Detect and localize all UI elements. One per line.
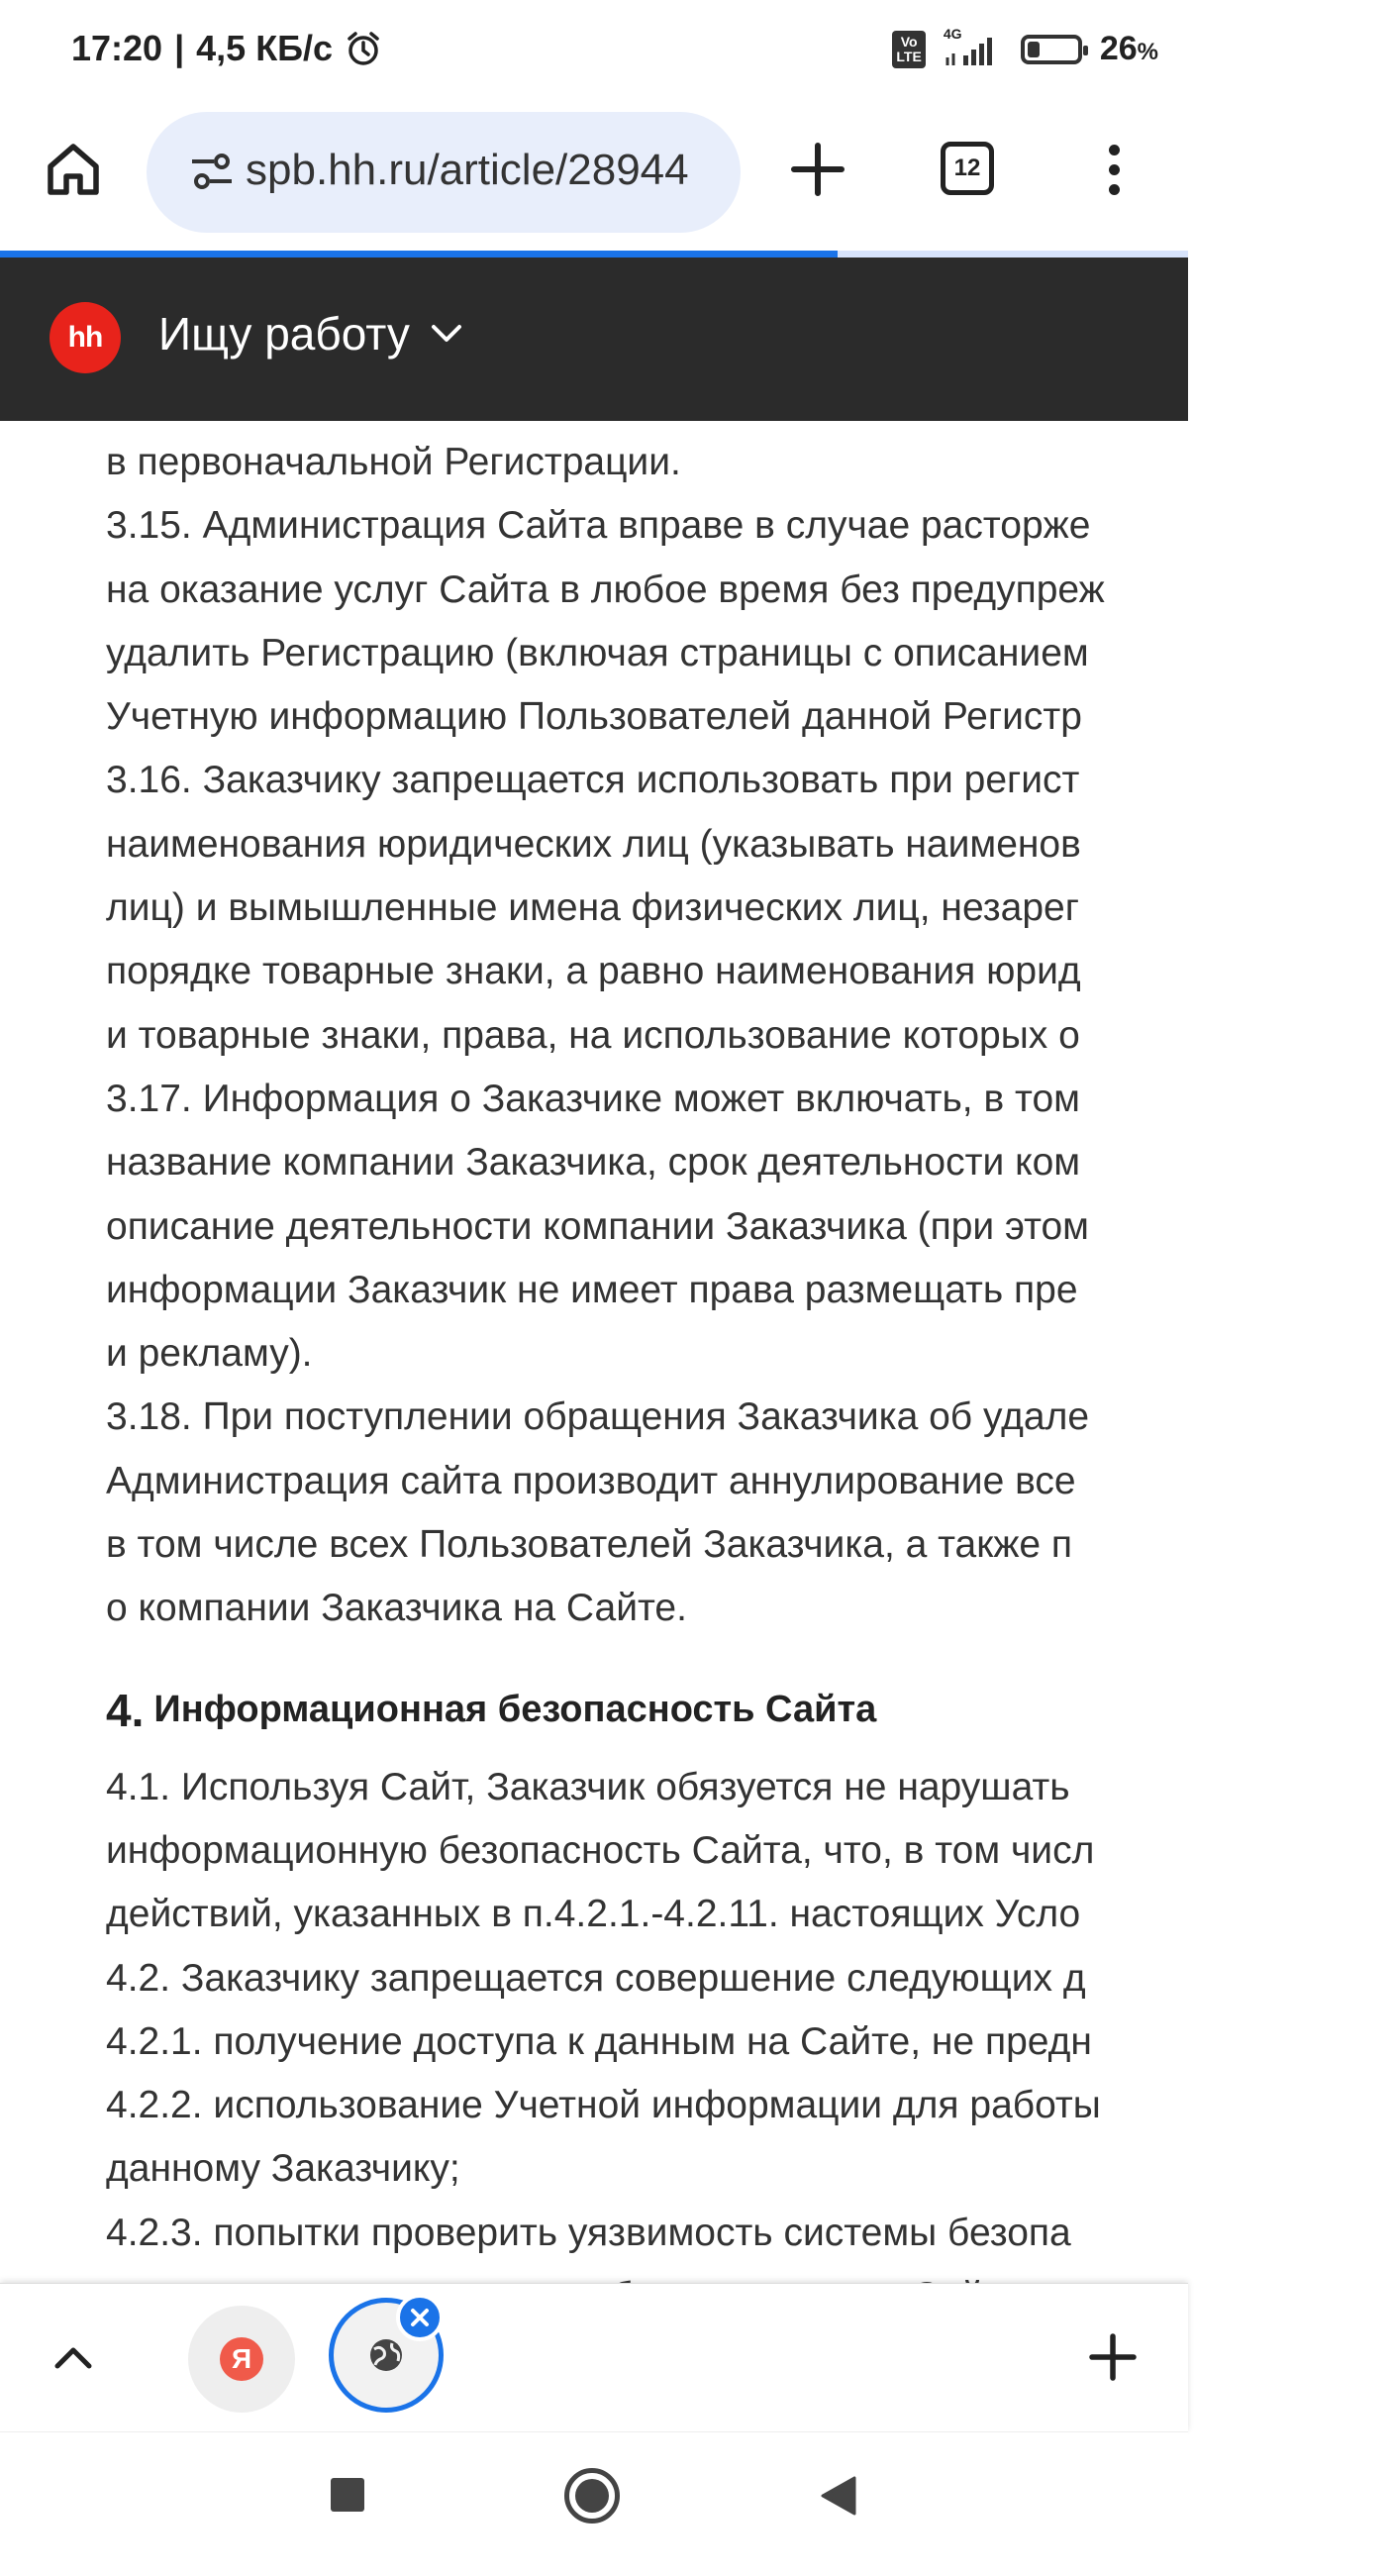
role-switcher[interactable] <box>158 307 463 361</box>
browser-menu-button[interactable] <box>1089 134 1139 205</box>
tab-yandex[interactable] <box>188 2306 295 2413</box>
section-heading <box>106 1671 1393 1750</box>
article-paragraph-line: в том числе всех Пользователей Заказчика, а также п <box>106 1523 1073 1567</box>
site-header <box>0 258 1188 421</box>
battery-icon <box>1021 35 1082 64</box>
article-paragraph-line: информационную безопасность Сайта, что, в том числ <box>106 1828 1095 1872</box>
battery-percent <box>1100 30 1158 68</box>
chevron-up-icon <box>53 2344 93 2370</box>
article-paragraph-line: 3.16. Заказчику запрещается использовать при регист <box>106 759 1080 802</box>
article-paragraph-line: удалить Регистрацию (включая страницы с описанием <box>106 631 1089 674</box>
site-settings-icon[interactable] <box>190 152 234 191</box>
new-tab-strip-button[interactable] <box>1079 2323 1146 2391</box>
system-home-button[interactable] <box>564 2468 620 2524</box>
terms-section-4 <box>106 1756 1393 2329</box>
article-paragraph-line: Учетную информацию Пользователей данной Регистр <box>106 695 1082 739</box>
terms-section-3 <box>106 431 1393 1641</box>
role-switcher-label: Ищу работу <box>158 308 410 360</box>
article-paragraph-line: 3.17. Информация о Заказчике может включать, в том <box>106 1077 1080 1120</box>
bottom-tab-strip <box>0 2283 1188 2432</box>
hh-logo[interactable]: hh <box>50 302 121 373</box>
status-separator: | <box>174 28 185 68</box>
article-paragraph-line: 4.2.3. попытки проверить уязвимость системы безопа <box>106 2211 1071 2254</box>
new-tab-button[interactable] <box>782 134 853 205</box>
article-paragraph-line: описание деятельности компании Заказчика (при этом <box>106 1204 1089 1248</box>
recent-apps-button[interactable] <box>331 2478 364 2512</box>
article-paragraph-line: и товарные знаки, права, на использование которых о <box>106 1013 1080 1057</box>
article-paragraph-line: 4.1. Используя Сайт, Заказчик обязуется не нарушать <box>106 1765 1070 1808</box>
plus-icon <box>790 142 846 197</box>
back-button[interactable] <box>817 2474 858 2518</box>
home-button[interactable] <box>38 134 109 205</box>
article-paragraph-line: в первоначальной Регистрации. <box>106 441 681 483</box>
article-paragraph-line: на оказание услуг Сайта в любое время без предупреж <box>106 567 1105 611</box>
globe-icon <box>366 2335 406 2375</box>
article-paragraph-line: о компании Заказчика на Сайте. <box>106 1587 687 1630</box>
battery-fill <box>1028 42 1040 57</box>
menu-dot-icon <box>1109 164 1120 175</box>
close-icon <box>409 2307 431 2328</box>
status-time: 17:20 <box>71 28 163 68</box>
browser-toolbar <box>0 104 1188 253</box>
status-bar <box>0 0 1188 104</box>
article-paragraph-line: название компании Заказчика, срок деятельности ком <box>106 1141 1081 1185</box>
article-text <box>106 431 1393 2328</box>
page-load-progress-fill <box>0 251 838 258</box>
tab-switcher-button[interactable] <box>941 142 994 195</box>
system-nav-bar <box>0 2431 1188 2576</box>
article-content <box>0 421 1188 2283</box>
tab-count: 12 <box>953 155 981 181</box>
status-right <box>892 25 1158 68</box>
plus-icon <box>1088 2332 1138 2382</box>
article-paragraph-line: 3.15. Администрация Сайта вправе в случае расторже <box>106 504 1091 548</box>
expand-tab-strip-button[interactable] <box>40 2323 107 2391</box>
article-paragraph-line: 3.18. При поступлении обращения Заказчика об удале <box>106 1395 1090 1439</box>
article-paragraph-line: информации Заказчик не имеет права размещать пре <box>106 1268 1078 1311</box>
close-tab-button[interactable] <box>396 2294 444 2341</box>
alarm-icon <box>345 30 382 67</box>
article-paragraph-line: наименования юридических лиц (указывать наименов <box>106 822 1081 866</box>
section-title: Информационная безопасность Сайта <box>153 1689 877 1731</box>
battery-unit: % <box>1137 39 1158 65</box>
volte-label-bottom: LTE <box>896 48 922 64</box>
battery-value: 26 <box>1099 30 1138 67</box>
article-paragraph-line: данному Заказчику; <box>106 2147 460 2191</box>
article-paragraph-line: 4.2.1. получение доступа к данным на Сайте, не предн <box>106 2019 1092 2063</box>
status-speed: 4,5 КБ/с <box>196 28 334 68</box>
section-number: 4. <box>106 1684 145 1736</box>
menu-dot-icon <box>1109 184 1120 195</box>
article-paragraph-line: порядке товарные знаки, а равно наименования юрид <box>106 950 1081 993</box>
url-text[interactable]: spb.hh.ru/article/28944 <box>246 146 689 194</box>
home-icon <box>43 139 104 200</box>
article-paragraph-line: 4.2. Заказчику запрещается совершение следующих д <box>106 1956 1086 2000</box>
status-left <box>71 28 382 69</box>
article-paragraph-line: и рекламу). <box>106 1332 313 1376</box>
home-dot-icon <box>575 2479 609 2513</box>
volte-label-top: Vo <box>900 33 918 50</box>
article-paragraph-line: 4.2.2. использование Учетной информации для работы <box>106 2084 1101 2127</box>
signal-icon <box>943 25 1003 67</box>
volte-icon <box>892 31 925 68</box>
chevron-down-icon <box>430 323 463 345</box>
page-load-progress <box>0 251 1188 258</box>
address-bar[interactable] <box>147 112 741 233</box>
yandex-icon: Я <box>220 2337 263 2381</box>
menu-dot-icon <box>1109 145 1120 155</box>
article-paragraph-line: Администрация сайта производит аннулирование все <box>106 1459 1076 1502</box>
article-paragraph-line: лиц) и вымышленные имена физических лиц, незарег <box>106 886 1079 930</box>
article-paragraph-line: действий, указанных в п.4.2.1.-4.2.11. настоящих Усло <box>106 1893 1081 1936</box>
network-type: 4G <box>943 25 962 42</box>
